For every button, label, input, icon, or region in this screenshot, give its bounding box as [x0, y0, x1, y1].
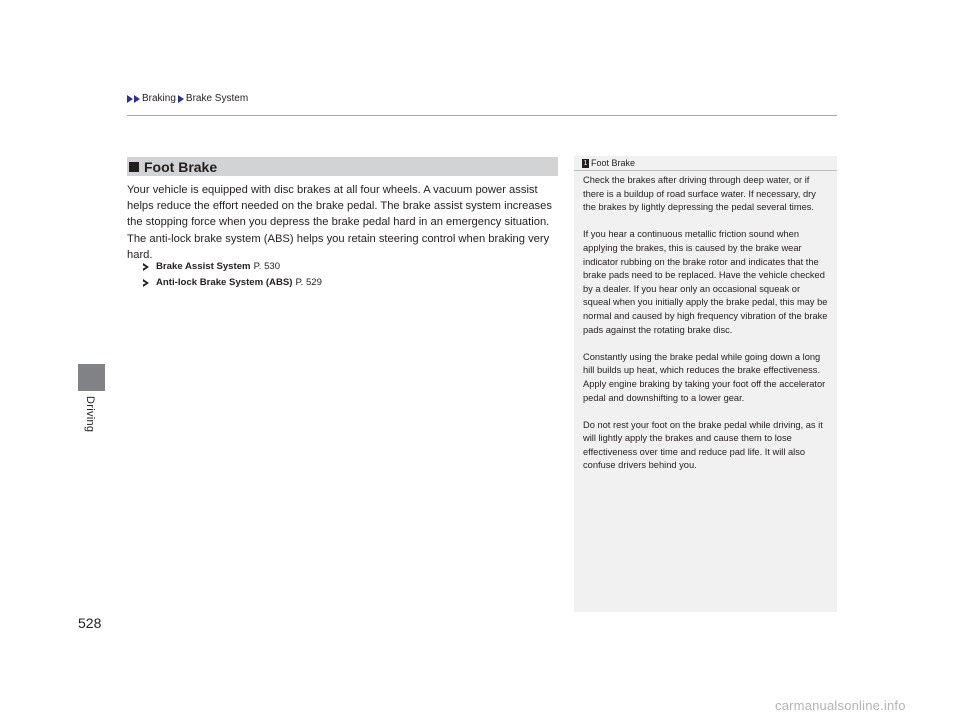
cross-reference-icon	[141, 278, 151, 288]
cross-reference-icon	[141, 262, 151, 272]
breadcrumb-item-brake-system[interactable]: Brake System	[185, 93, 249, 104]
note-paragraph: Constantly using the brake pedal while going down a long hill builds up heat, which reduces the brake effectiveness. Apply engine braking by taking your foot off the accelerator pedal and downshifting to a lower gear.	[583, 351, 826, 403]
section-header	[127, 157, 558, 176]
chapter-tab-label: Driving	[84, 396, 96, 433]
note-number-badge: 1	[583, 159, 588, 167]
chevron-right-icon	[178, 95, 184, 103]
note-header	[582, 158, 635, 168]
page-number: 528	[78, 615, 102, 631]
note-title: Foot Brake	[591, 158, 636, 168]
xref-brake-assist-link[interactable]	[141, 261, 280, 272]
watermark: carmanualsonline.info	[775, 698, 906, 713]
section-body-text: Your vehicle is equipped with disc brakes at all four wheels. A vacuum power assist helps reduce the effort needed on the brake pedal. The brake assist system increases the stopping force when you depress the brake pedal hard in an emergency situation. The anti-lock brake system (ABS) helps you retain steering control when braking very hard.	[127, 184, 552, 261]
chapter-tab-marker	[78, 364, 105, 391]
square-bullet-icon	[129, 162, 139, 172]
note-paragraph: Check the brakes after driving through deep water, or if there is a buildup of road surface water. If necessary, dry the brakes by lightly depressing the pedal several times.	[583, 175, 816, 213]
breadcrumb-item-braking[interactable]: Braking	[142, 93, 176, 104]
note-paragraph: If you hear a continuous metallic friction sound when applying the brakes, this is caused by the brake wear indicator rubbing on the brake rotor and indicates that the brake pads need to be replaced. Have the vehicle checked by a dealer. If you hear only an occasional squeak or squeal when you initially apply the brake pedal, this may be normal and caused by high frequency vibration of the brake pads against the rotating brake disc.	[583, 229, 828, 335]
note-divider	[574, 170, 837, 171]
note-paragraph: Do not rest your foot on the brake pedal while driving, as it will lightly apply the brakes and cause them to lose effectiveness over time and reduce pad life. It will also confuse drivers behind you.	[583, 419, 823, 471]
xref-page: P. 529	[295, 277, 322, 288]
breadcrumb	[127, 93, 250, 104]
xref-abs-link[interactable]	[141, 277, 322, 288]
xref-label: Anti-lock Brake System (ABS)	[156, 277, 293, 288]
chevron-right-icon	[127, 95, 133, 103]
xref-page: P. 530	[253, 261, 281, 272]
header-divider	[127, 115, 837, 116]
note-body	[583, 174, 829, 487]
chevron-right-icon	[134, 95, 140, 103]
xref-label: Brake Assist System	[156, 261, 251, 272]
section-title: Foot Brake	[144, 158, 218, 175]
